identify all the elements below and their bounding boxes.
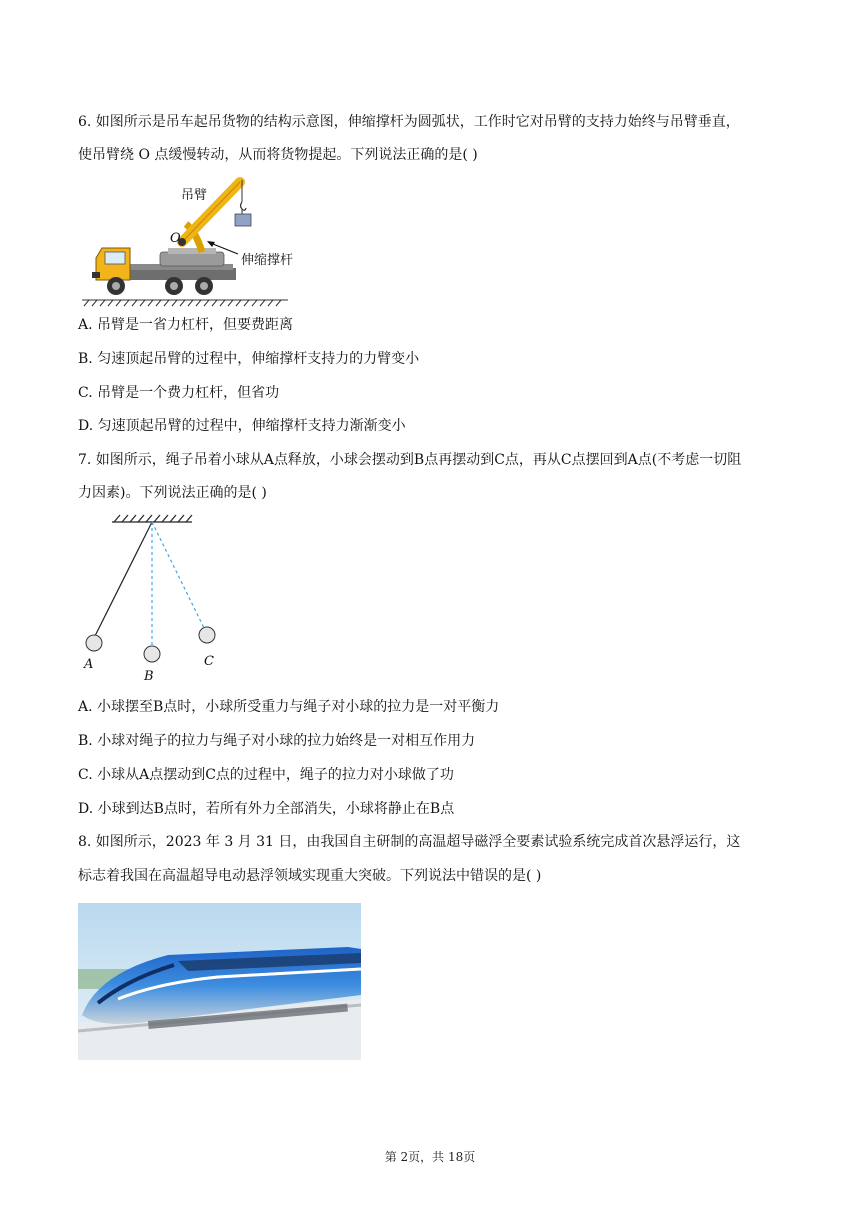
ceiling-support — [112, 515, 192, 522]
q7-option-d: D. 小球到达B点时，若所有外力全部消失，小球将静止在B点 — [78, 801, 455, 817]
label-boom: 吊臂 — [181, 188, 208, 203]
label-strut: 伸缩撑杆 — [241, 253, 294, 268]
q7-stem-line1: 7. 如图所示，绳子吊着小球从A点释放，小球会摆动到B点再摆动到C点，再从C点摆回到A点(不考虑一切阻 — [78, 452, 742, 468]
q7-stem-line2: 力因素)。下列说法正确的是( ) — [78, 485, 267, 501]
rope-to-a — [94, 522, 152, 638]
q6-option-a: A. 吊臂是一省力杠杆，但要费距离 — [78, 317, 294, 333]
page-footer: 第 2页，共 18页 — [384, 1150, 476, 1164]
q7-option-c: C. 小球从A点摆动到C点的过程中，绳子的拉力对小球做了功 — [78, 767, 454, 783]
q6-option-c: C. 吊臂是一个费力杠杆，但省功 — [78, 385, 280, 401]
q6-stem-line2: 使吊臂绕 O 点缓慢转动，从而将货物提起。下列说法正确的是( ) — [78, 147, 478, 163]
cargo-box — [235, 214, 251, 226]
q6-stem-line1: 6. 如图所示是吊车起吊货物的结构示意图，伸缩撑杆为圆弧状，工作时它对吊臂的支持力始终与吊臂垂直， — [78, 114, 740, 130]
ball-b — [144, 646, 160, 662]
ground-hatching — [82, 300, 288, 306]
crane-turret — [160, 252, 224, 266]
q6-option-b: B. 匀速顶起吊臂的过程中，伸缩撑杆支持力的力臂变小 — [78, 351, 420, 367]
maglev-train-photo — [78, 903, 361, 1060]
q7-option-b: B. 小球对绳子的拉力与绳子对小球的拉力始终是一对相互作用力 — [78, 733, 476, 749]
q8-stem-line2: 标志着我国在高温超导电动悬浮领域实现重大突破。下列说法中错误的是( ) — [78, 868, 542, 884]
q6-option-d: D. 匀速顶起吊臂的过程中，伸缩撑杆支持力渐渐变小 — [78, 418, 406, 434]
ball-c — [199, 627, 215, 643]
pendulum-figure — [80, 512, 230, 686]
ball-a — [86, 635, 102, 651]
crane-truck-figure — [78, 172, 318, 308]
q7-option-a: A. 小球摆至B点时，小球所受重力与绳子对小球的拉力是一对平衡力 — [78, 699, 500, 715]
rope-to-c — [152, 522, 204, 628]
label-pivot-o: O — [170, 231, 181, 246]
label-b: B — [144, 669, 154, 684]
q8-stem-line1: 8. 如图所示，2023 年 3 月 31 日，由我国自主研制的高温超导磁浮全要素试验系统完成首次悬浮运行，这 — [78, 834, 741, 850]
label-a: A — [84, 657, 94, 672]
label-c: C — [204, 654, 214, 669]
